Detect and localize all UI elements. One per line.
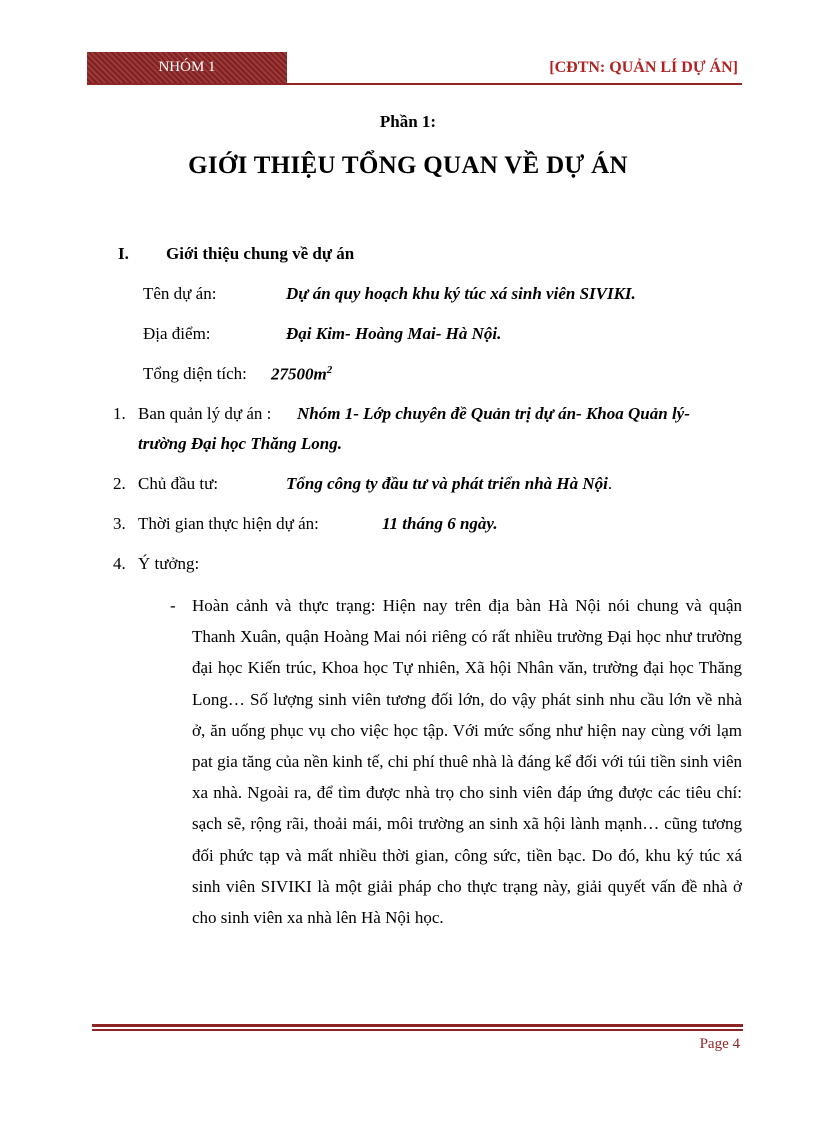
project-name-value: Dự án quy hoạch khu ký túc xá sinh viên SIVIKI. — [286, 284, 636, 303]
bullet-marker: - — [170, 596, 176, 615]
item-value: Nhóm 1- Lớp chuyên đề Quản trị dự án- Khoa Quản lý- — [297, 404, 690, 423]
page-title: GIỚI THIỆU TỔNG QUAN VỀ DỰ ÁN — [188, 152, 628, 179]
project-name-label: Tên dự án: — [143, 284, 217, 303]
item-number: 1. — [113, 404, 126, 423]
header-divider — [87, 83, 742, 85]
footer-divider — [92, 1024, 743, 1027]
item-label: Ban quản lý dự án : — [138, 404, 272, 423]
item-label: Ý tưởng: — [138, 554, 200, 573]
item-number: 2. — [113, 474, 126, 493]
bullet-paragraph: Hoàn cảnh và thực trạng: Hiện nay trên địa bàn Hà Nội nói chung và quận Thanh Xuân, quận Hoàng Mai nói riêng có rất nhiều trường Đại học như trường đại học Kiến trúc, Khoa học Tự nhiên, Xã hội Nhân văn, trường đại học Thăng Long… Số lượng sinh viên tương đối lớn, do vậy phát sinh nhu cầu lớn về nhà ở, ăn uống phục vụ cho việc học tập. Với mức sống như hiện nay cùng với lạm pat gia tăng của nền kinh tế, chi phí thuê nhà là đáng kể đối với túi tiền sinh viên xa nhà. Ngoài ra, để tìm được nhà trọ cho sinh viên đáp ứng được các tiêu chí: sạch sẽ, rộng rãi, thoải mái, môi trường an sinh xã hội lành mạnh… cũng tương đối phức tạp và mất nhiều thời gian, công sức, tiền bạc. Do đó, khu ký túc xá sinh viên SIVIKI là một giải pháp cho thực trạng này, giải quyết vấn đề nhà ở cho sinh viên xa nhà lên Hà Nội học. — [192, 596, 742, 928]
area-number: 27500m — [271, 364, 327, 384]
header-course-title: [CĐTN: QUẢN LÍ DỰ ÁN] — [549, 59, 738, 76]
item-value-continued: trường Đại học Thăng Long. — [138, 434, 342, 453]
item-label: Thời gian thực hiện dự án: — [138, 514, 319, 533]
location-value: Đại Kim- Hoàng Mai- Hà Nội. — [286, 324, 502, 343]
area-label: Tổng diện tích: — [143, 364, 247, 383]
area-superscript: 2 — [326, 364, 333, 376]
section-number: I. — [118, 244, 129, 263]
item-value-suffix: . — [607, 474, 613, 493]
part-label: Phần 1: — [379, 112, 437, 131]
header-group-tab: NHÓM 1 — [87, 52, 287, 83]
item-value: 11 tháng 6 ngày. — [382, 514, 498, 533]
item-value: Tổng công ty đầu tư và phát triển nhà Hà Nội — [286, 474, 608, 493]
location-label: Địa điểm: — [143, 324, 211, 343]
item-number: 3. — [113, 514, 126, 533]
page-number: Page 4 — [699, 1036, 740, 1052]
footer-divider — [92, 1029, 743, 1031]
item-label: Chủ đầu tư: — [138, 474, 219, 493]
item-value-wrapper — [286, 474, 612, 494]
section-heading: Giới thiệu chung về dự án — [166, 244, 355, 263]
area-value — [271, 364, 332, 385]
item-number: 4. — [113, 554, 126, 573]
